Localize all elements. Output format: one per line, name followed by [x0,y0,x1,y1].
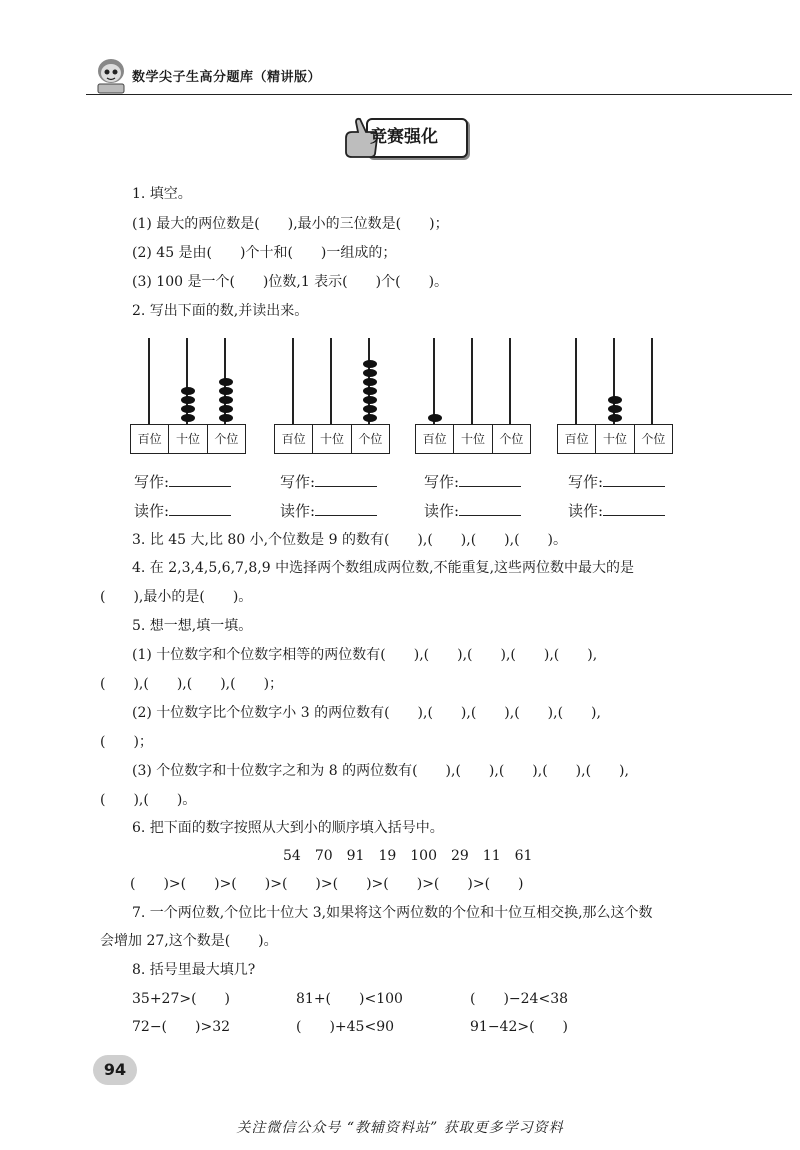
write-blank[interactable] [169,472,231,487]
write-label: 写作: [424,473,460,491]
q5-title: 5. 想一想,填一填。 [132,618,253,634]
label-ones: 个位 [641,432,666,446]
bead [363,396,377,404]
q5-line-1: (1) 十位数字和个位数字相等的两位数有( ),( ),( ),( ),( ), [132,647,598,663]
q4-line-1: 4. 在 2,3,4,5,6,7,8,9 中选择两个数组成两位数,不能重复,这些两位数中最大的是 [132,560,635,576]
rod-ones [509,338,511,424]
header-rule [86,94,792,95]
q4-line-2: ( ),最小的是( )。 [100,589,253,605]
rod-tens [471,338,473,424]
read-label: 读作: [568,502,604,520]
q5-line-6: ( ),( )。 [100,792,197,808]
rod-tens [330,338,332,424]
bead [219,414,233,422]
bead [181,414,195,422]
page-number: 94 [93,1055,137,1085]
bead [181,387,195,395]
q6-title: 6. 把下面的数字按照从大到小的顺序填入括号中。 [132,820,444,836]
write-field-3 [424,471,521,492]
abacus-1 [130,338,248,458]
read-blank[interactable] [169,501,231,516]
q8-r2c3: 91−42>( ) [470,1019,569,1035]
q7-line-1: 7. 一个两位数,个位比十位大 3,如果将这个两位数的个位和十位互相交换,那么这个数 [132,905,653,921]
running-header [92,55,792,95]
q8-r1c2: 81+( )<100 [296,991,403,1007]
bead [363,360,377,368]
read-field-4 [568,500,665,521]
write-blank[interactable] [603,472,665,487]
q3-text: 3. 比 45 大,比 80 小,个位数是 9 的数有( ),( ),( ),( )。 [132,532,567,548]
q1-line-2: (2) 45 是由( )个十和( )一组成的； [132,245,397,261]
bead [219,396,233,404]
footer-note: 关注微信公众号 “教辅资料站” 获取更多学习资料 [236,1120,564,1136]
bead [219,378,233,386]
q7-line-2: 会增加 27,这个数是( )。 [100,933,278,949]
q1-line-1: (1) 最大的两位数是( ),最小的三位数是( )； [132,216,449,232]
bead [363,405,377,413]
q8-r2c1: 72−( )>32 [132,1019,231,1035]
q5-line-5: (3) 个位数字和十位数字之和为 8 的两位数有( ),( ),( ),( ),( ), [132,763,629,779]
rod-hundreds [148,338,150,424]
bead [363,369,377,377]
label-hundreds: 百位 [275,425,313,453]
abacus-3 [415,338,533,458]
bead [608,414,622,422]
q2-title: 2. 写出下面的数,并读出来。 [132,303,309,319]
bead [608,396,622,404]
read-label: 读作: [280,502,316,520]
q1-title: 1. 填空。 [132,186,192,202]
book-title: 数学尖子生高分题库（精讲版） [132,70,322,85]
read-blank[interactable] [459,501,521,516]
q6-numbers: 54 70 91 19 100 29 11 61 [283,848,533,864]
section-title: 竞赛强化 [370,127,438,147]
label-hundreds: 百位 [131,425,169,453]
bead [363,387,377,395]
q8-r2c2: ( )+45<90 [296,1019,395,1035]
label-ones: 个位 [214,432,239,446]
abacus-4 [557,338,675,458]
write-field-1 [134,471,231,492]
write-blank[interactable] [315,472,377,487]
label-tens: 十位 [454,425,492,453]
write-label: 写作: [568,473,604,491]
q8-title: 8. 括号里最大填几? [132,962,256,978]
q8-r1c1: 35+27>( ) [132,991,231,1007]
q6-blanks: ( )>( )>( )>( )>( )>( )>( )>( ) [130,876,524,892]
q8-r1c3: ( )−24<38 [470,991,569,1007]
write-blank[interactable] [459,472,521,487]
rod-hundreds [433,338,435,424]
bead [608,405,622,413]
place-value-base [274,424,390,454]
write-label: 写作: [134,473,170,491]
mascot-icon [92,55,130,95]
bead [363,378,377,386]
q5-line-3: (2) 十位数字比个位数字小 3 的两位数有( ),( ),( ),( ),( ), [132,705,601,721]
label-tens: 十位 [313,425,351,453]
read-field-1 [134,500,231,521]
label-ones: 个位 [358,432,383,446]
q1-line-3: (3) 100 是一个( )位数,1 表示( )个( )。 [132,274,449,290]
rod-ones [651,338,653,424]
label-hundreds: 百位 [416,425,454,453]
label-tens: 十位 [596,425,634,453]
write-label: 写作: [280,473,316,491]
rod-hundreds [575,338,577,424]
bead [363,414,377,422]
place-value-base [415,424,531,454]
read-blank[interactable] [603,501,665,516]
bead [428,414,442,422]
write-field-4 [568,471,665,492]
bead [219,387,233,395]
label-hundreds: 百位 [558,425,596,453]
place-value-base [130,424,246,454]
read-blank[interactable] [315,501,377,516]
read-field-3 [424,500,521,521]
label-tens: 十位 [169,425,207,453]
write-field-2 [280,471,377,492]
section-banner [340,112,470,162]
bead [219,405,233,413]
rod-hundreds [292,338,294,424]
bead [181,396,195,404]
read-label: 读作: [134,502,170,520]
abacus-2 [274,338,392,458]
q5-line-2: ( ),( ),( ),( )； [100,676,284,692]
read-label: 读作: [424,502,460,520]
read-field-2 [280,500,377,521]
q5-line-4: ( )； [100,734,153,750]
place-value-base [557,424,673,454]
label-ones: 个位 [499,432,524,446]
bead [181,405,195,413]
